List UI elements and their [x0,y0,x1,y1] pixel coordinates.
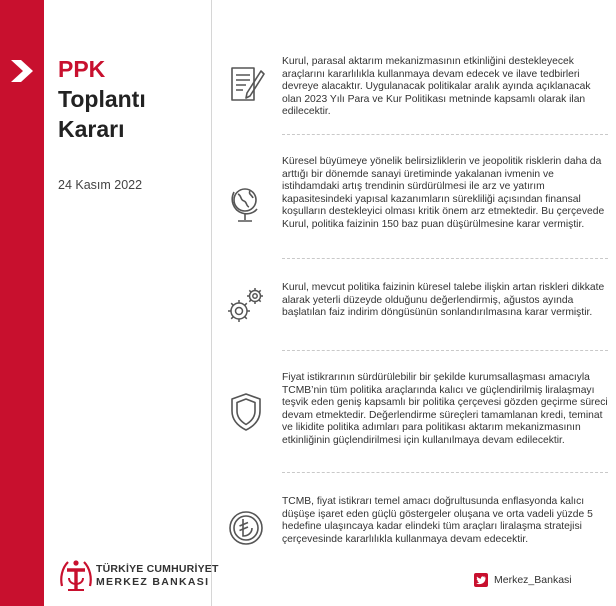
left-red-bar [0,0,44,606]
decision-text: Fiyat istikrarının sürdürülebilir bir şekilde kurumsallaşması amacıyla TCMB’nin tüm politika araçlarında kalıcı ve güçlendirilmiş liralaşmayı teşvik eden geniş kapsamlı bir politika çerçevesi gözden geçirme süreci devam etmektedir. Değerlendirme süreçleri tamamlanan kredi, teminat ve likidite politika adımları para politikası aktarım mekanizmasının etkinliğinin güçlendirilmesi için kullanılmaya devam edilecektir. [282,372,608,446]
lira-coin-icon [224,506,268,550]
column-divider [211,0,212,606]
globe-icon [224,182,268,226]
shield-icon [224,390,268,434]
brand-line-1: TÜRKİYE CUMHURİYET [96,563,219,575]
twitter-handle-text: Merkez_Bankasi [494,574,572,586]
tcmb-emblem-icon [58,556,94,594]
chevron-right-icon [8,56,38,86]
item-separator [282,472,608,473]
decision-text: Kurul, parasal aktarım mekanizmasının etkinliğini destekleyecek araçlarını kararlılıkla kullanmaya devam edecek ve ilave tedbirleri devreye alacaktır. Uygulanacak politikalar aralık ayında açıklanacak olan 2023 Yılı Para ve Kur Politikası metninde kapsamlı olarak ilan edilecektir. [282,56,591,118]
item-separator [282,350,608,351]
title-line-1: PPK [58,56,106,82]
title-line-2: Toplantı [58,86,146,112]
decision-text: TCMB, fiyat istikrarı temel amacı doğrultusunda enflasyonda kalıcı düşüşe işaret eden güçlü göstergeler oluşana ve orta vadeli yüzde 5 hedefine ulaşıncaya kadar elindeki tüm araçları liralaşma stratejisi çerçevesinde kararlılıkla kullanmaya devam edecektir. [282,496,593,545]
brand-line-2: MERKEZ BANKASI [96,576,210,588]
twitter-icon [474,573,488,587]
tcmb-logo [58,556,219,596]
title-line-3: Kararı [58,116,125,142]
page-title [58,54,146,144]
meeting-date: 24 Kasım 2022 [58,178,143,192]
gears-icon [224,284,268,328]
decision-text: Küresel büyümeye yönelik belirsizliklerin ve jeopolitik risklerin daha da arttığı bir dönemde sanayi üretiminde yakalanan ivmenin ve istihdamdaki artış trendinin sürdürülmesi ile arz ve yatırım kapasitesindeki yapısal kazanımların sürekliliği açısından finansal koşulların destekleyici olması kritik önem arz etmektedir. Bu çerçevede Kurul, politika faizinin 150 baz puan düşürülmesine karar vermiştir. [282,156,605,230]
document-pen-icon [224,62,268,106]
decision-text: Kurul, mevcut politika faizinin küresel talebe ilişkin artan riskleri dikkate alarak yeterli düzeyde olduğunu değerlendirmiş, ağustos ayında başlatılan faiz indirim döngüsünün sonlandırılmasına karar vermiştir. [282,282,605,319]
item-separator [282,134,608,135]
item-separator [282,258,608,259]
